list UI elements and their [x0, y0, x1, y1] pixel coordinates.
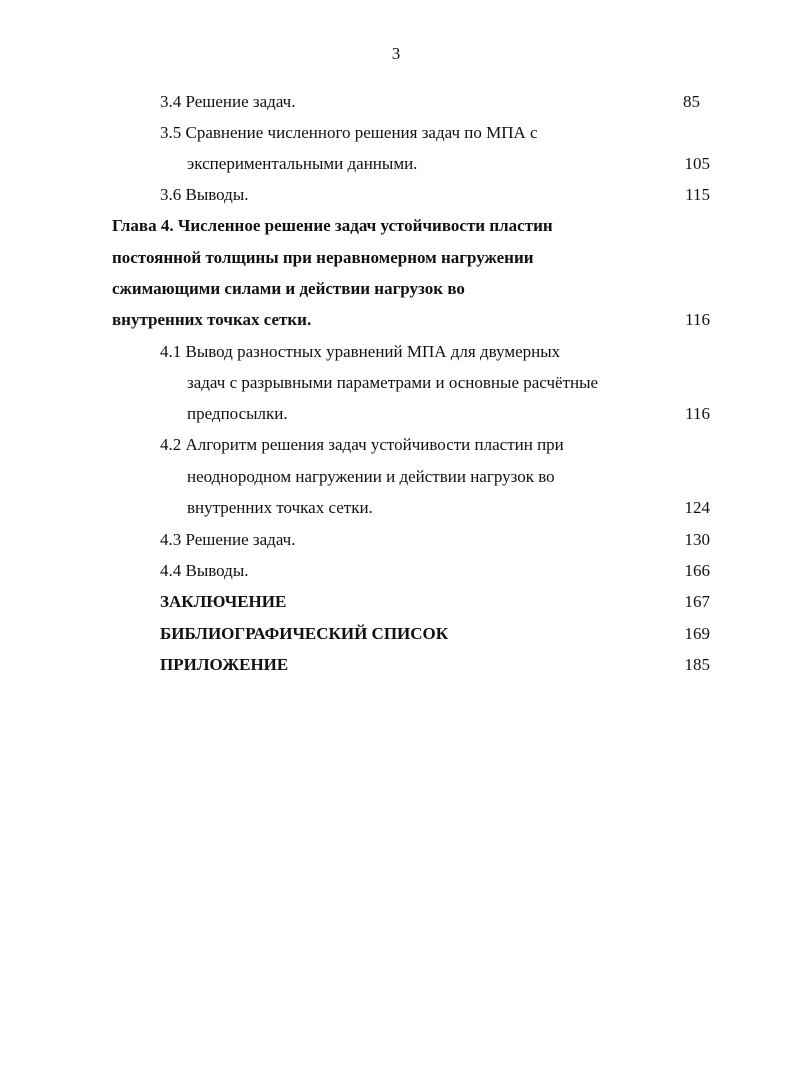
toc-entry-4-1 — [160, 336, 560, 367]
toc-entry-page: 130 — [684, 530, 710, 549]
toc-chapter-4-title-continuation: сжимающими силами и действии нагрузок во — [112, 279, 465, 298]
toc-chapter-4-title-continuation: внутренних точках сетки. — [112, 310, 312, 329]
toc-chapter-4-title-continuation: постоянной толщины при неравномерном нагружении — [112, 248, 534, 267]
toc-entry-number: 3.4 — [160, 92, 182, 111]
toc-entry-3-5 — [160, 117, 538, 148]
toc-entry-3-6 — [160, 179, 249, 210]
toc-entry-number: 4.1 — [160, 342, 182, 361]
toc-entry-number: 4.2 — [160, 435, 182, 454]
toc-bibliography: БИБЛИОГРАФИЧЕСКИЙ СПИСОК — [160, 624, 449, 643]
toc-entry-page: 124 — [684, 498, 710, 517]
toc-entry-title: Сравнение численного решения задач по МПА с — [185, 123, 538, 142]
toc-entry-page: 115 — [685, 185, 710, 204]
toc-entry-number: 4.3 — [160, 530, 182, 549]
toc-entry-title: Алгоритм решения задач устойчивости пластин при — [185, 435, 564, 454]
toc-appendix: ПРИЛОЖЕНИЕ — [160, 655, 289, 674]
toc-entry-title-continuation: предпосылки. — [187, 404, 288, 423]
toc-entry-page: 116 — [685, 404, 710, 423]
toc-entry-page: 169 — [684, 624, 710, 643]
toc-entry-page: 166 — [684, 561, 710, 580]
toc-entry-title: Вывод разностных уравнений МПА для двумерных — [185, 342, 561, 361]
toc-conclusion: ЗАКЛЮЧЕНИЕ — [160, 592, 287, 611]
toc-entry-title-continuation: неоднородном нагружении и действии нагрузок во — [187, 467, 555, 486]
table-of-contents — [0, 86, 792, 706]
toc-entry-page: 185 — [684, 655, 710, 674]
toc-entry-number: 4.4 — [160, 561, 182, 580]
toc-entry-4-2 — [160, 429, 564, 460]
toc-entry-title-continuation: задач с разрывными параметрами и основные расчётные — [187, 373, 599, 392]
toc-entry-page: 85 — [683, 92, 700, 111]
toc-entry-number: 3.6 — [160, 185, 182, 204]
toc-entry-3-4 — [160, 86, 295, 117]
toc-entry-title: Выводы. — [185, 185, 249, 204]
toc-entry-number: 3.5 — [160, 123, 182, 142]
page-number: 3 — [391, 44, 401, 63]
toc-entry-title: Решение задач. — [185, 530, 296, 549]
toc-entry-4-3 — [160, 524, 295, 555]
toc-entry-title-continuation: внутренних точках сетки. — [187, 498, 373, 517]
toc-entry-page: 105 — [684, 154, 710, 173]
toc-entry-page: 167 — [684, 592, 710, 611]
toc-entry-title: Решение задач. — [185, 92, 296, 111]
toc-entry-4-4 — [160, 555, 249, 586]
toc-entry-title: Выводы. — [185, 561, 249, 580]
toc-chapter-4-title: Глава 4. Численное решение задач устойчивости пластин — [112, 216, 553, 235]
toc-entry-title-continuation: экспериментальными данными. — [187, 154, 418, 173]
toc-entry-page: 116 — [685, 310, 710, 329]
